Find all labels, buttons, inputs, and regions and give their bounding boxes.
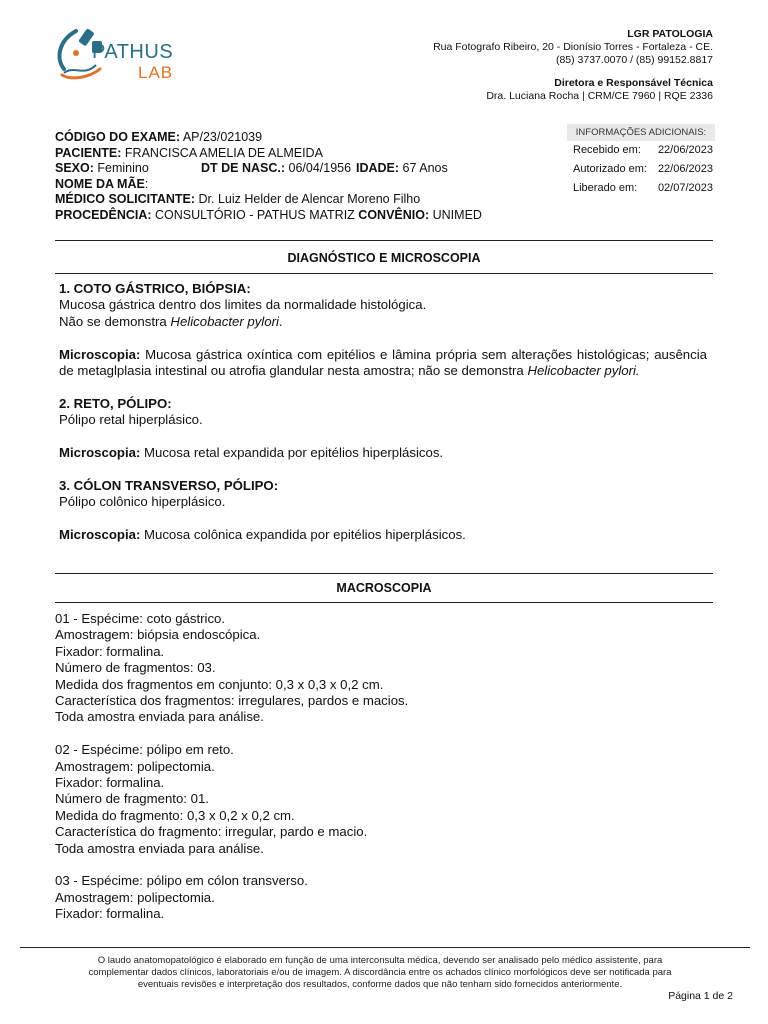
exam-code-value: AP/23/021039: [182, 130, 263, 144]
diagnosis-body: [59, 281, 707, 543]
divider: [55, 573, 713, 574]
lab-phones: (85) 3737.0070 / (85) 99152.8817: [555, 54, 713, 66]
age-value: 67 Anos: [402, 161, 448, 176]
doctor-value: Dr. Luiz Helder de Alencar Moreno Filho: [198, 192, 421, 207]
diagnosis-title: DIAGNÓSTICO E MICROSCOPIA: [287, 251, 481, 265]
macro-line: Toda amostra enviada para análise.: [55, 709, 264, 725]
insurance-label: CONVÊNIO:: [358, 207, 430, 222]
macro-line: Característica do fragmento: irregular, pardo e macio.: [55, 824, 368, 840]
lab-name: LGR PATOLOGIA: [627, 28, 713, 40]
item3-microscopy: Microscopia: Mucosa colônica expandida por epitélios hiperplásicos.: [59, 527, 466, 543]
director-title: Diretora e Responsável Técnica: [554, 77, 713, 89]
logo-text-lab: LAB: [138, 63, 174, 82]
item1-microscopy: Microscopia: Mucosa gástrica oxíntica com epitélios e lâmina própria sem alterações histológicas; ausência de metaglplasia intestinal ou atrofia glandular nesta amostra; não se demonstra Helicobacter pylori.: [59, 346, 707, 379]
logo-text-pathus: PATHUS: [92, 41, 174, 63]
patient-name-value: FRANCISCA AMELIA DE ALMEIDA: [124, 145, 323, 160]
age-label: IDADE:: [356, 161, 400, 176]
macro-line: 01 - Espécime: coto gástrico.: [55, 611, 226, 626]
macroscopy-body: [55, 611, 705, 923]
patient-name-row: [55, 146, 555, 162]
exam-code-label: CÓDIGO DO EXAME:: [55, 130, 181, 144]
origin-label: PROCEDÊNCIA:: [55, 207, 152, 222]
page-number: Página 1 de 2: [668, 990, 733, 1002]
sex-label: SEXO:: [55, 161, 94, 176]
macro-line: Amostragem: polipectomia.: [55, 758, 215, 774]
lab-info: [293, 28, 713, 103]
macro-line: Toda amostra enviada para análise.: [55, 840, 264, 856]
item2-line1: Pólipo retal hiperplásico.: [59, 412, 203, 428]
additional-info-box: [567, 124, 715, 198]
received-row: [567, 141, 715, 160]
sex-dob-age-row: [55, 161, 555, 177]
macro-line: Fixador: formalina.: [55, 643, 165, 659]
divider: [55, 273, 713, 274]
authorized-label: Autorizado em:: [573, 163, 647, 175]
item2-title: 2. RETO, PÓLIPO:: [59, 395, 172, 411]
item1-title: 1. COTO GÁSTRICO, BIÓPSIA:: [59, 281, 251, 296]
item1-line1: Mucosa gástrica dentro dos limites da normalidade histológica.: [59, 297, 427, 313]
origin-value: CONSULTÓRIO - PATHUS MATRIZ: [155, 207, 355, 222]
macro-line: Número de fragmento: 01.: [55, 791, 209, 807]
lab-address: Rua Fotografo Ribeiro, 20 - Dionísio Torres - Fortaleza - CE.: [433, 41, 713, 53]
divider: [55, 602, 713, 603]
divider: [55, 240, 713, 241]
sex-value: Feminino: [97, 161, 149, 176]
macro-line: 02 - Espécime: pólipo em reto.: [55, 742, 234, 758]
item2-microscopy: Microscopia: Mucosa retal expandida por epitélios hiperplásicos.: [59, 445, 444, 461]
released-label: Liberado em:: [573, 182, 638, 194]
received-label: Recebido em:: [573, 144, 641, 156]
released-value: 02/07/2023: [657, 182, 713, 194]
origin-row: [55, 208, 555, 224]
insurance-value: UNIMED: [432, 207, 482, 222]
patient-info: [55, 130, 555, 224]
authorized-value: 22/06/2023: [657, 163, 713, 175]
received-value: 22/06/2023: [657, 144, 713, 156]
dob-value: 06/04/1956: [288, 161, 352, 176]
footer-disclaimer: O laudo anatomopatológico é elaborado em função de uma interconsulta médica, devendo ser analisado pelo médico assistente, para complementar dados clínicos, laboratoriais e/ou de imagem. A discordância entre os achados clínico morfológicos deve ser notificada para eventuais revisões e interpretação dos resultados, conforme dados que não tenham sido fornecidos anteriormente.: [88, 955, 672, 990]
pathus-lab-logo: [50, 25, 200, 85]
exam-code-row: [55, 130, 555, 146]
doctor-label: MÉDICO SOLICITANTE:: [55, 192, 196, 207]
macro-line: Amostragem: polipectomia.: [55, 889, 215, 905]
macro-line: Fixador: formalina.: [55, 906, 165, 922]
macro-line: Número de fragmentos: 03.: [55, 660, 216, 676]
doctor-row: [55, 192, 555, 208]
item3-line1: Pólipo colônico hiperplásico.: [59, 494, 226, 510]
additional-info-header: INFORMAÇÕES ADICIONAIS:: [567, 124, 715, 141]
macro-line: Fixador: formalina.: [55, 775, 165, 791]
dob-label: DT DE NASC.:: [201, 161, 286, 176]
authorized-row: [567, 160, 715, 179]
macro-line: Amostragem: biópsia endoscópica.: [55, 627, 261, 643]
mother-row: [55, 177, 555, 193]
macro-line: Medida do fragmento: 0,3 x 0,2 x 0,2 cm.: [55, 807, 295, 823]
director-name: Dra. Luciana Rocha | CRM/CE 7960 | RQE 2336: [486, 90, 713, 102]
mother-label: NOME DA MÃE: [55, 176, 145, 191]
released-row: [567, 179, 715, 198]
footer-divider: [20, 947, 750, 948]
patient-name-label: PACIENTE:: [55, 145, 122, 160]
item3-title: 3. CÓLON TRANSVERSO, PÓLIPO:: [59, 477, 279, 493]
macro-line: 03 - Espécime: pólipo em cólon transverso.: [55, 873, 308, 889]
mother-value: :: [144, 176, 149, 191]
macroscopy-title: MACROSCOPIA: [336, 581, 432, 595]
macro-line: Característica dos fragmentos: irregulares, pardos e macios.: [55, 693, 409, 709]
item1-line2: Não se demonstra Helicobacter pylori.: [59, 313, 283, 329]
macro-line: Medida dos fragmentos em conjunto: 0,3 x 0,3 x 0,2 cm.: [55, 676, 384, 692]
